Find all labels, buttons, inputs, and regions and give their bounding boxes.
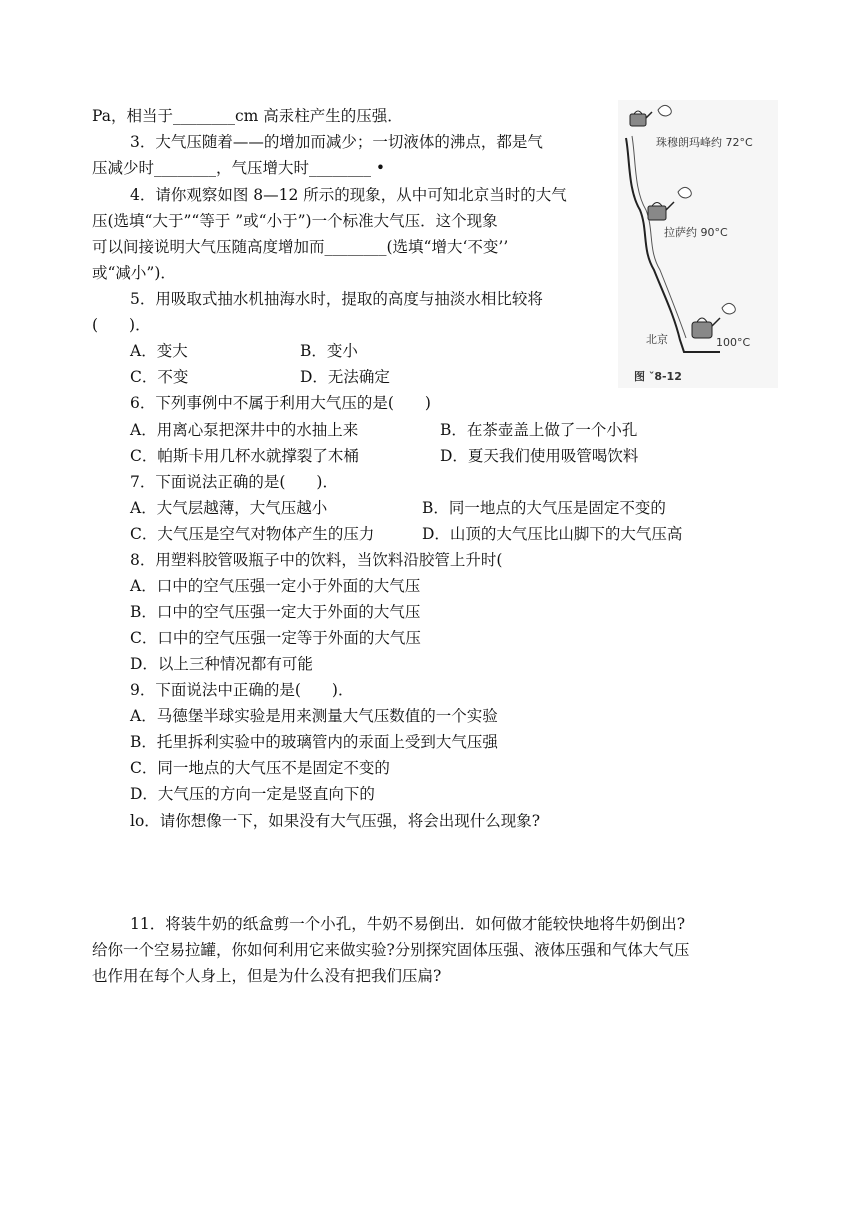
text-line: 可以间接说明大气压随高度增加而________(选填“增大‘不变’’ bbox=[92, 238, 509, 256]
option-7d: D．山顶的大气压比山脚下的大气压高 bbox=[422, 525, 683, 543]
kettle-icon-middle bbox=[648, 187, 691, 220]
option-8d: D．以上三种情况都有可能 bbox=[130, 655, 313, 673]
option-7b: B．同一地点的大气压是固定不变的 bbox=[422, 499, 666, 517]
kettle-icon-top bbox=[630, 105, 671, 126]
option-5d: D．无法确定 bbox=[300, 368, 390, 386]
question-6: 6．下列事例中不属于利用大气压的是( ) bbox=[130, 394, 431, 412]
kettle-icon-bottom bbox=[692, 303, 735, 338]
question-9: 9．下面说法中正确的是( )． bbox=[130, 681, 354, 699]
option-8b: B．口中的空气压强一定大于外面的大气压 bbox=[130, 603, 421, 621]
option-6c: C．帕斯卡用几杯水就撑裂了木桶 bbox=[130, 447, 359, 465]
question-7: 7．下面说法正确的是( )． bbox=[130, 473, 338, 491]
figure-caption: 图 ˇ8-12 bbox=[634, 370, 682, 383]
text-line: 压(选填“大于”“等于 ”或“小于”)一个标准大气压．这个现象 bbox=[92, 212, 498, 230]
text-line: 也作用在每个人身上，但是为什么没有把我们压扁? bbox=[92, 967, 442, 985]
question-8: 8．用塑料胶管吸瓶子中的饮料，当饮料沿胶管上升时( bbox=[130, 551, 503, 569]
text-line: 4．请你观察如图 8—12 所示的现象，从中可知北京当时的大气 bbox=[130, 186, 567, 204]
option-5c: C．不变 bbox=[130, 368, 189, 386]
option-9c: C．同一地点的大气压不是固定不变的 bbox=[130, 759, 390, 777]
option-8a: A．口中的空气压强一定小于外面的大气压 bbox=[130, 577, 421, 595]
option-7a: A．大气层越薄，大气压越小 bbox=[130, 499, 328, 517]
figure-8-12 bbox=[618, 100, 778, 388]
option-5a: A．变大 bbox=[130, 342, 188, 360]
question-10: lo．请你想像一下，如果没有大气压强，将会出现什么现象? bbox=[130, 812, 541, 830]
option-9b: B．托里拆利实验中的玻璃管内的汞面上受到大气压强 bbox=[130, 733, 498, 751]
text-line: 压减少时________，气压增大时________ • bbox=[92, 159, 386, 177]
option-6d: D．夏天我们使用吸管喝饮料 bbox=[440, 447, 639, 465]
option-9a: A．马德堡半球实验是用来测量大气压数值的一个实验 bbox=[130, 707, 498, 725]
option-5b: B．变小 bbox=[300, 342, 358, 360]
label-100c: 100°C bbox=[716, 336, 751, 349]
option-6b: B．在茶壶盖上做了一个小孔 bbox=[440, 421, 638, 439]
text-line: ( )． bbox=[92, 316, 151, 334]
text-line: 3．大气压随着——的增加而减少；一切液体的沸点，都是气 bbox=[130, 133, 543, 151]
option-7c: C．大气压是空气对物体产生的压力 bbox=[130, 525, 375, 543]
text-line: 给你一个空易拉罐，你如何利用它来做实验?分别探究固体压强、液体压强和气体大气压 bbox=[92, 941, 690, 959]
text-line: Pa，相当于________cm 高汞柱产生的压强． bbox=[92, 107, 403, 125]
option-6a: A．用离心泵把深井中的水抽上来 bbox=[130, 421, 359, 439]
text-line: 或“减小”)． bbox=[92, 264, 176, 282]
figure-8-12-illustration bbox=[618, 100, 778, 388]
label-lhasa: 拉萨约 90°C bbox=[664, 226, 728, 239]
option-8c: C．口中的空气压强一定等于外面的大气压 bbox=[130, 629, 421, 647]
label-beijing: 北京 bbox=[646, 333, 668, 346]
text-line: 5．用吸取式抽水机抽海水时，提取的高度与抽淡水相比较将 bbox=[130, 290, 543, 308]
label-everest: 珠穆朗玛峰约 72°C bbox=[656, 136, 753, 149]
option-9d: D．大气压的方向一定是竖直向下的 bbox=[130, 785, 375, 803]
question-11: 11．将装牛奶的纸盒剪一个小孔，牛奶不易倒出．如何做才能较快地将牛奶倒出? bbox=[130, 915, 686, 933]
